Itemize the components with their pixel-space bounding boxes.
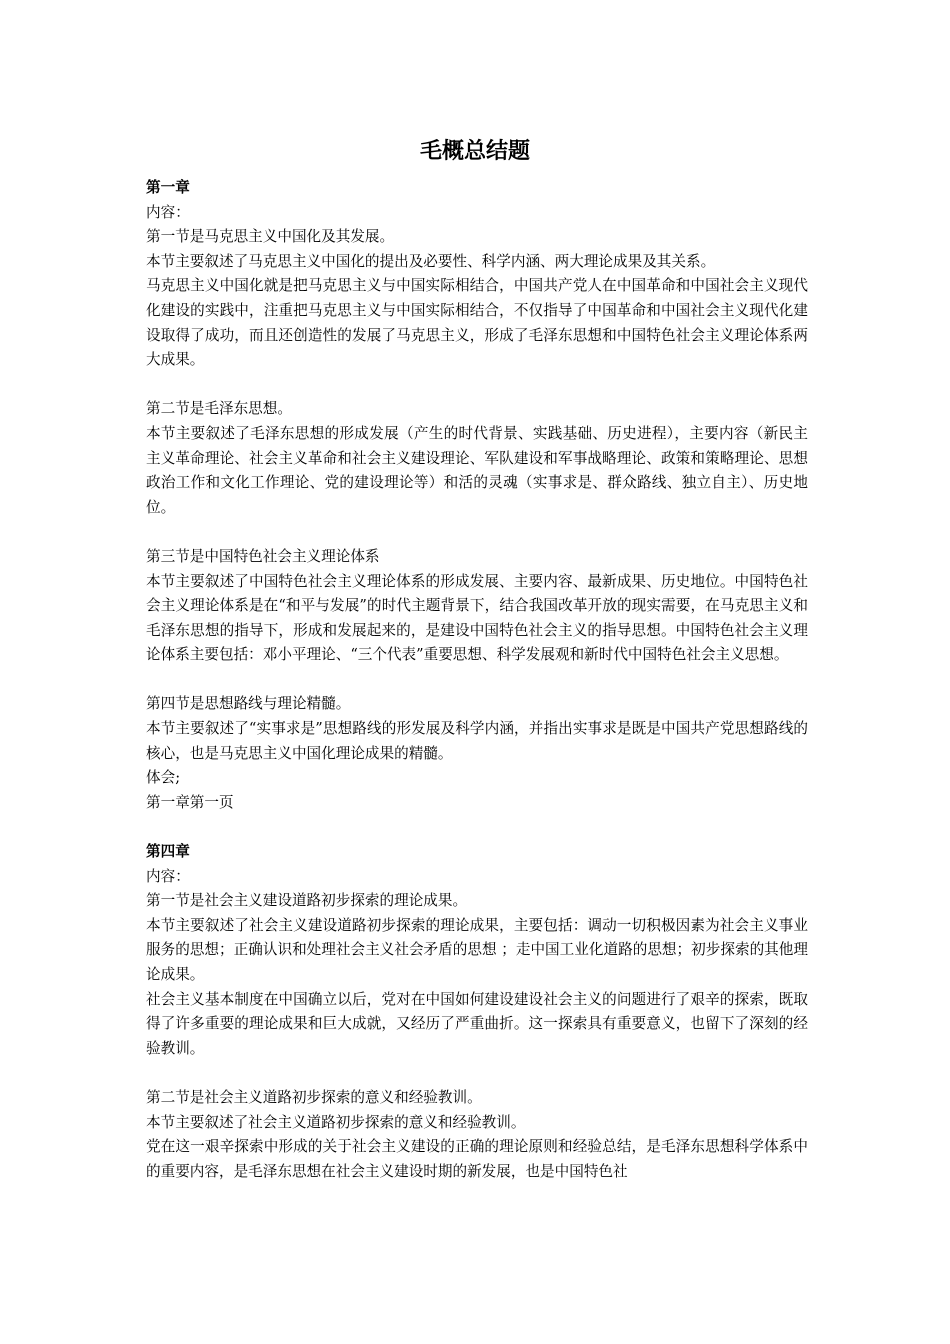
chapter-4-section-1-title: 第一节是社会主义建设道路初步探索的理论成果。 [146,892,468,910]
chapter-4-section-1-paragraph-2: 社会主义基本制度在中国确立以后，党对在中国如何建设建设社会主义的问题进行了艰辛的探索，既取得了许多重要的理论成果和巨大成就，又经历了严重曲折。这一探索具有重要意义，也留下了深刻的经验教训。 [146,990,808,1057]
chapter-1-section-4-title: 第四节是思想路线与理论精髓。 [146,695,351,713]
spacer [146,520,808,545]
chapter-1-content-label: 内容： [146,203,190,221]
chapter-1-section-1-paragraph-2: 马克思主义中国化就是把马克思主义与中国实际相结合，中国共产党人在中国革命和中国社会主义现代化建设的实践中，注重把马克思主义与中国实际相结合，不仅指导了中国革命和中国社会主义现代化建设取得了成功，而且还创造性的发展了马克思主义，形成了毛泽东思想和中国特色社会主义理论体系两大成果。 [146,277,808,369]
chapter-4-section-2-title: 第二节是社会主义道路初步探索的意义和经验教训。 [146,1088,482,1106]
chapter-1-reflection-label: 体会; [146,769,181,787]
chapter-1-section-2-title: 第二节是毛泽东思想。 [146,400,292,418]
chapter-4-section-2-paragraph-2: 党在这一艰辛探索中形成的关于社会主义建设的正确的理论原则和经验总结，是毛泽东思想科学体系中的重要内容，是毛泽东思想在社会主义建设时期的新发展，也是中国特色社 [146,1138,808,1180]
chapter-4-section-1-paragraph-1: 本节主要叙述了社会主义建设道路初步探索的理论成果，主要包括：调动一切积极因素为社会主义事业服务的思想；正确认识和处理社会主义社会矛盾的思想 ；走中国工业化道路的思想；初步探索的其他理论成果。 [146,916,808,983]
chapter-1-section-1-title: 第一节是马克思主义中国化及其发展。 [146,228,395,246]
chapter-1-section-2-paragraph-1: 本节主要叙述了毛泽东思想的形成发展（产生的时代背景、实践基础、历史进程），主要内容（新民主主义革命理论、社会主义革命和社会主义建设理论、军队建设和军事战略理论、政策和策略理论、思想政治工作和文化工作理论、党的建设理论等）和活的灵魂（实事求是、群众路线、独立自主）、历史地位。 [146,424,808,516]
spacer [146,1061,808,1086]
chapter-1-section-3-paragraph-1: 本节主要叙述了中国特色社会主义理论体系的形成发展、主要内容、最新成果、历史地位。中国特色社会主义理论体系是在“和平与发展”的时代主题背景下，结合我国改革开放的现实需要，在马克思主义和毛泽东思想的指导下，形成和发展起来的，是建设中国特色社会主义的指导思想。中国特色社会主义理论体系主要包括：邓小平理论、“三个代表”重要思想、科学发展观和新时代中国特色社会主义思想。 [146,572,808,664]
spacer [146,373,808,398]
spacer [146,815,808,840]
spacer [146,668,808,693]
chapter-4-content-label: 内容： [146,867,190,885]
chapter-1-section-4-paragraph-1: 本节主要叙述了“实事求是”思想路线的形发展及科学内涵，并指出实事求是既是中国共产党思想路线的核心，也是马克思主义中国化理论成果的精髓。 [146,720,808,762]
chapter-1-section-1-paragraph-1: 本节主要叙述了马克思主义中国化的提出及必要性、科学内涵、两大理论成果及其关系。 [146,252,716,270]
document-title: 毛概总结题 [419,139,530,164]
chapter-4-section-2-paragraph-1: 本节主要叙述了社会主义道路初步探索的意义和经验教训。 [146,1113,526,1131]
chapter-1-reflection-text: 第一章第一页 [146,793,234,811]
document-body [146,176,808,1184]
chapter-1-section-3-title: 第三节是中国特色社会主义理论体系 [146,547,380,565]
chapter-4-heading: 第四章 [146,843,190,861]
chapter-1-heading: 第一章 [146,179,190,196]
